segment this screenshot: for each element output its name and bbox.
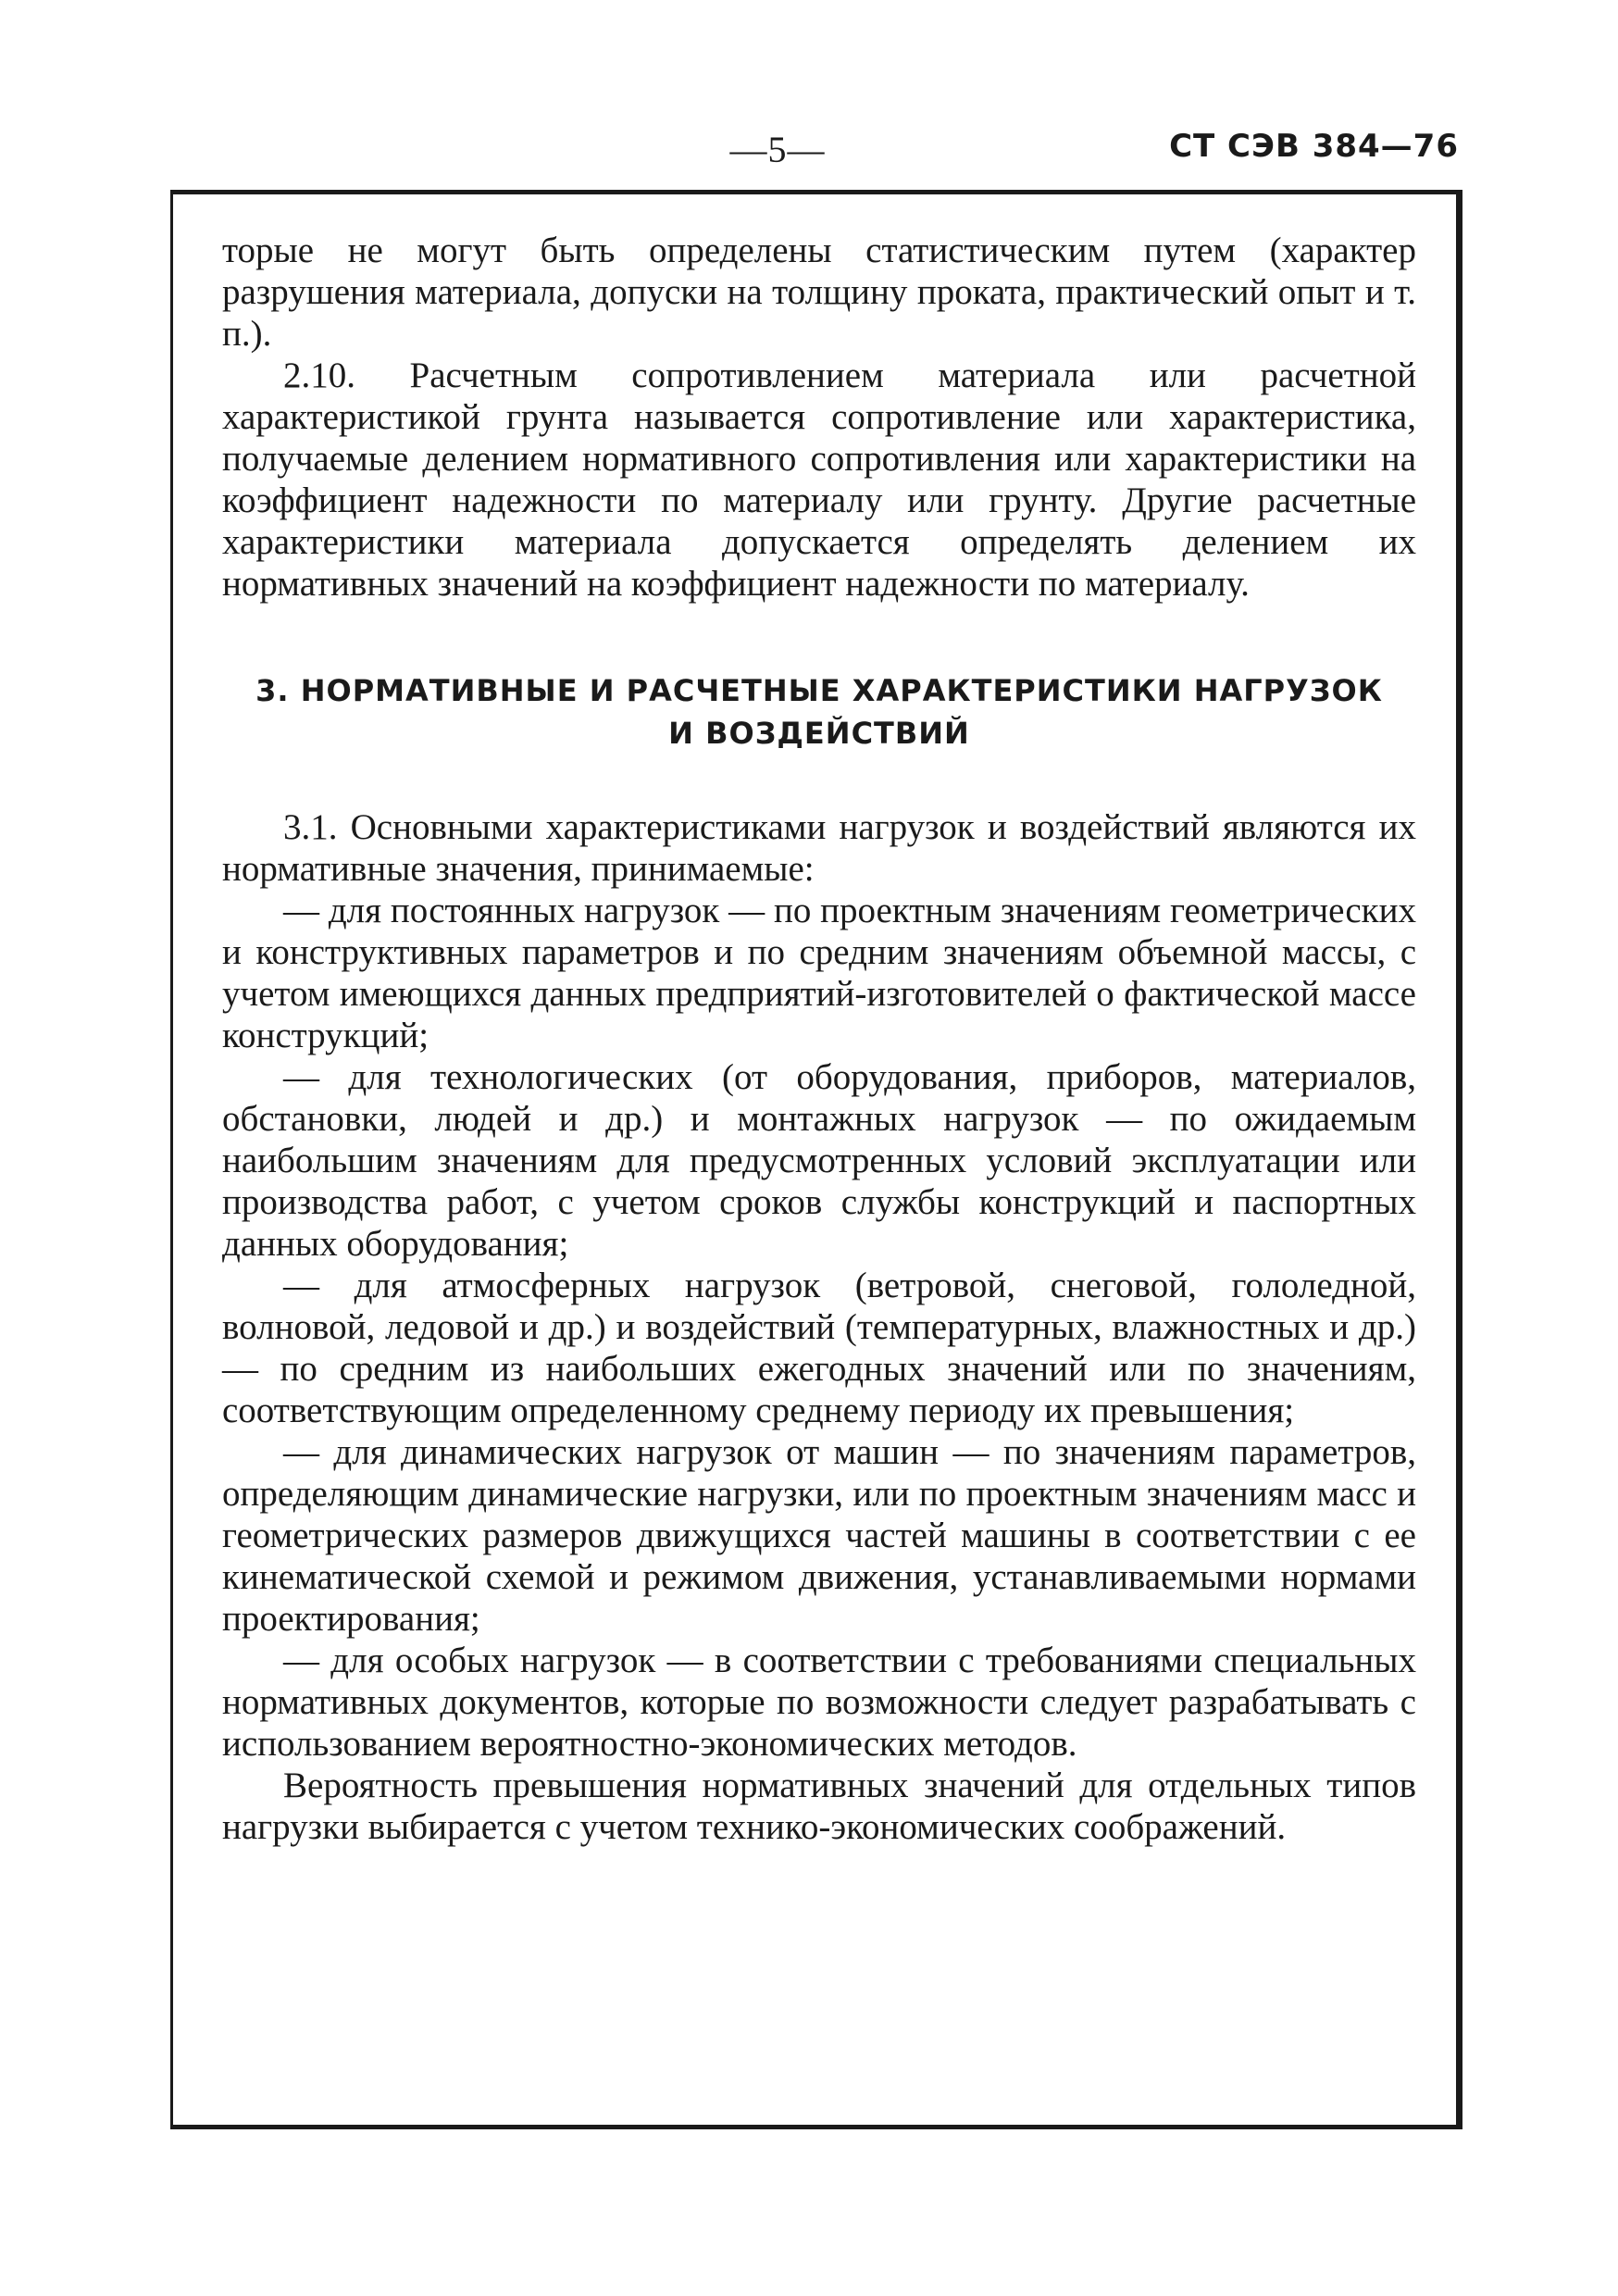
section-heading-line-1: 3. НОРМАТИВНЫЕ И РАСЧЕТНЫЕ ХАРАКТЕРИСТИКИ НАГРУЗОК xyxy=(255,673,1383,708)
page-number: —5— xyxy=(729,129,826,170)
clause-2-10: 2.10. Расчетным сопротивлением материала или расчетной характеристикой грунта называется сопротивление или характеристика, получаемые делением нормативного сопротивления или характеристики на коэффициент надежности по материалу или грунту. Другие расчетные характеристики материала допускается определять делением их нормативных значений на коэффициент надежности по материалу. xyxy=(222,356,1416,604)
list-item-dynamic-loads: — для динамических нагрузок от машин — по значениям параметров, определяющим динамические нагрузки, или по проектным значениям масс и геометрических размеров движущихся частей машины в соответствии с ее кинематической схемой и режимом движения, устанавливаемыми нормами проектирования; xyxy=(222,1432,1416,1639)
document-code: СТ СЭВ 384—76 xyxy=(1169,128,1459,165)
document-body xyxy=(222,230,1416,1848)
section-heading-line-2: И ВОЗДЕЙСТВИЙ xyxy=(668,716,970,751)
list-item-permanent-loads: — для постоянных нагрузок — по проектным значениям геометрических и конструктивных параметров и по средним значениям объемной массы, с учетом имеющихся данных предприятий-изготовителей о фактической массе конструкций; xyxy=(222,891,1416,1055)
continuation-paragraph: торые не могут быть определены статистическим путем (характер разрушения материала, допуски на толщину проката, практический опыт и т. п.). xyxy=(222,231,1416,354)
closing-paragraph: Вероятность превышения нормативных значений для отдельных типов нагрузки выбирается с учетом технико-экономических соображений. xyxy=(222,1766,1416,1847)
list-item-atmospheric-loads: — для атмосферных нагрузок (ветровой, снеговой, гололедной, волновой, ледовой и др.) и воздействий (температурных, влажностных и др.) — по средним из наибольших ежегодных значений или по значениям, соответствующим определенному среднему периоду их превышения; xyxy=(222,1266,1416,1430)
section-heading xyxy=(222,669,1416,755)
list-item-technological-loads: — для технологических (от оборудования, приборов, материалов, обстановки, людей и др.) и монтажных нагрузок — по ожидаемым наибольшим значениям для предусмотренных условий эксплуатации или производства работ, с учетом сроков службы конструкций и паспортных данных оборудования; xyxy=(222,1057,1416,1264)
clause-3-1-intro: 3.1. Основными характеристиками нагрузок и воздействий являются их нормативные значения, принимаемые: xyxy=(222,807,1416,889)
list-item-special-loads: — для особых нагрузок — в соответствии с требованиями специальных нормативных документов, которые по возможности следует разрабатывать с использованием вероятностно-экономических методов. xyxy=(222,1641,1416,1764)
